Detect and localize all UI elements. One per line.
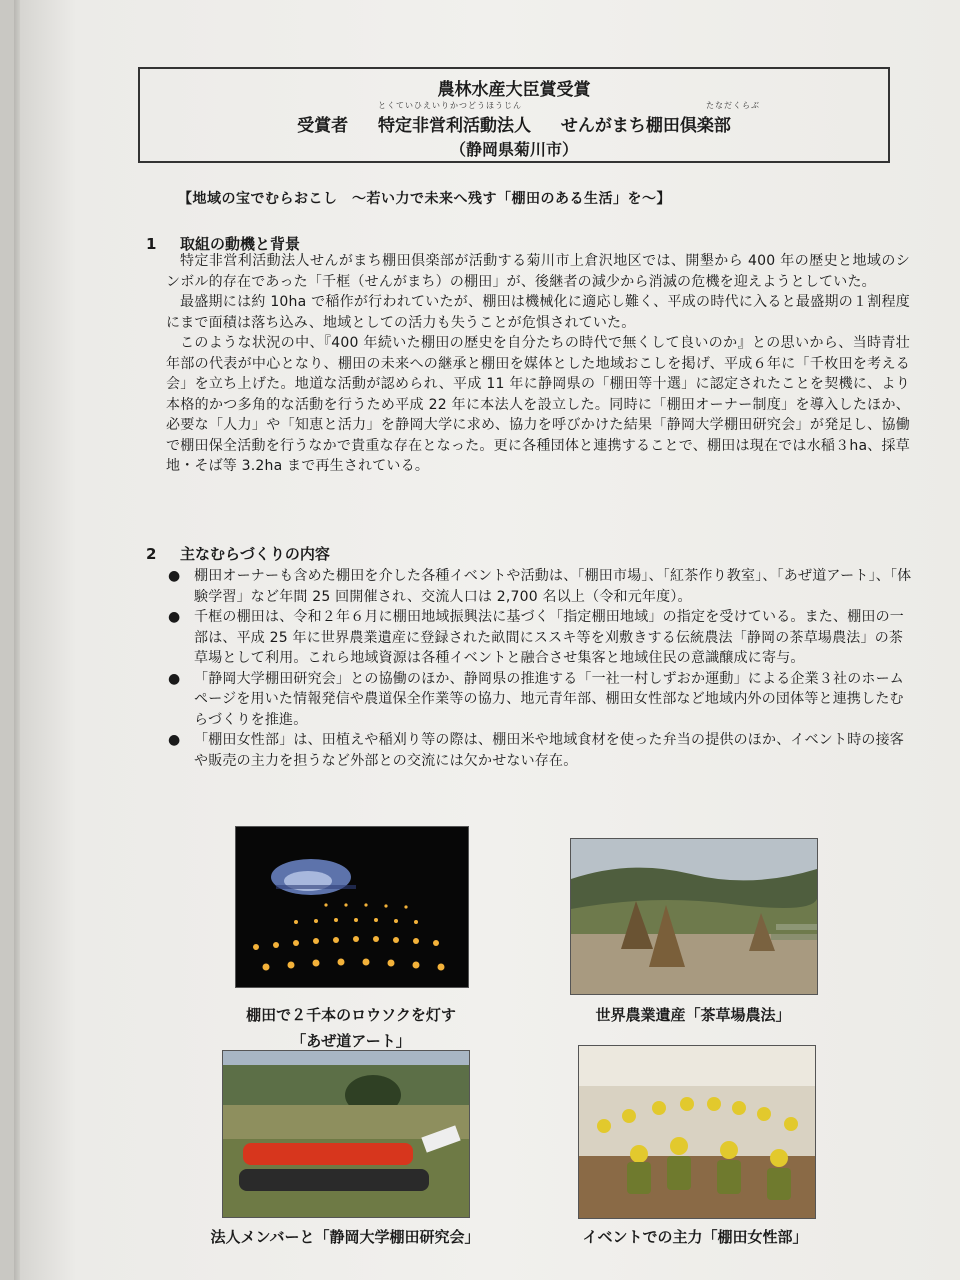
section2-bullet-list xyxy=(166,566,914,771)
list-item: ● 棚田オーナーも含めた棚田を介した各種イベントや活動は、「棚田市場」、「紅茶作り教室」、「あぜ道アート」、「体験学習」など年間 25 回開催され、交流人口は 2,700 名以上（令和元年度）。 xyxy=(168,568,912,605)
recipient-label: 受賞者 xyxy=(297,116,349,136)
document-page xyxy=(20,0,960,1280)
photo-caption: イベントでの主力「棚田女性部」 xyxy=(582,1228,808,1246)
award-title: 農林水産大臣賞受賞 xyxy=(437,80,591,100)
section1-body xyxy=(166,251,910,477)
section2-heading xyxy=(146,543,330,564)
location: （静岡県菊川市） xyxy=(449,140,578,159)
section2-number: 2 xyxy=(146,545,157,563)
list-item: ● 「静岡大学棚田研究会」との協働のほか、静岡県の推進する「一社一村しずおか運動」による企業３社のホームページを用いた情報発信や農道保全作業等の協力、地元青年部、棚田女性部など地域内外の団体等と連携したむらづくりを推進。 xyxy=(168,670,904,728)
slogan: 【地域の宝でむらおこし ～若い力で未来へ残す「棚田のある生活」を～】 xyxy=(178,191,671,207)
photo-caption: 世界農業遺産「茶草場農法」 xyxy=(595,1006,791,1024)
recipient-line xyxy=(140,111,888,136)
org-type: 特定非営利活動法人 xyxy=(378,116,531,136)
photo-womens-group xyxy=(578,1045,816,1219)
org-type-ruby: とくていひえいりかつどうほうじん xyxy=(378,101,522,110)
bullet-icon: ● xyxy=(168,568,181,584)
photo-caption: 棚田で２千本のロウソクを灯す xyxy=(246,1006,456,1024)
bullet-icon: ● xyxy=(168,609,181,625)
org-name-ruby: たなだくらぶ xyxy=(706,101,760,110)
photo-caption: 法人メンバーと「静岡大学棚田研究会」 xyxy=(210,1228,480,1246)
photo-caption: 「あぜ道アート」 xyxy=(291,1032,411,1050)
photo-grass-field xyxy=(570,838,818,995)
bullet-icon: ● xyxy=(168,732,181,748)
section1-paragraph: 最盛期には約 10ha で稲作が行われていたが、棚田は機械化に適応し難く、平成の時代に入ると最盛期の１割程度にまで面積は落ち込み、地域としての活力も失うことが危惧されていた。 xyxy=(166,294,910,331)
section1-paragraph: 特定非営利活動法人せんがまち棚田倶楽部が活動する菊川市上倉沢地区では、開墾から 400 年の歴史と地域のシンボル的存在であった「千框（せんがまち）の棚田」が、後継者の減少から消滅の危機を迎えようとしていた。 xyxy=(166,253,910,290)
section1-number: 1 xyxy=(146,235,157,253)
list-item: ● 「棚田女性部」は、田植えや稲刈り等の際は、棚田米や地域食材を使った弁当の提供のほか、イベント時の接客や販売の主力を担うなど外部との交流には欠かせない存在。 xyxy=(168,732,904,769)
list-item: ● 千框の棚田は、令和２年６月に棚田地域振興法に基づく「指定棚田地域」の指定を受けている。また、棚田の一部は、平成 25 年に世界農業遺産に登録された畝間にススキ等を刈敷きする伝統農法「静岡の茶草場農法」の茶草場として利用。これら地域資源は各種イベントと融合させ集客と地域住民の意識醸成に寄与。 xyxy=(168,609,904,666)
org-name: せんがまち棚田倶楽部 xyxy=(560,116,731,136)
section2-title: 主なむらづくりの内容 xyxy=(180,545,330,563)
section1-paragraph: このような状況の中、『400 年続いた棚田の歴史を自分たちの時代で無くして良いのか』との思いから、当時青壮年部の代表が中心となり、棚田の未来への継承と棚田を媒体とした地域おこしを掲げ、平成６年に「千枚田を考える会」を立ち上げた。地道な活動が認められ、平成 11 年に静岡県の「棚田等十選」に認定されたことを契機に、より本格的かつ多角的な活動を行うため平成 22 年に本法人を設立した。同時に「棚田オーナー制度」を導入したほか、必要な「人力」や「知恵と活力」を静岡大学に求め、協力を呼びかけた結果「静岡大学棚田研究会」が発足し、協働で棚田保全活動を行うなかで貴重な存在となった。更に各種団体と連携することで、棚田は現在では水稲３ha、採草地・そば等 3.2ha まで再生されている。 xyxy=(166,335,910,474)
award-header-box xyxy=(138,67,890,163)
photo-group-members xyxy=(222,1050,470,1218)
bullet-icon: ● xyxy=(168,670,181,687)
photo-candle-art xyxy=(235,826,469,988)
section1-title: 取組の動機と背景 xyxy=(180,235,301,253)
